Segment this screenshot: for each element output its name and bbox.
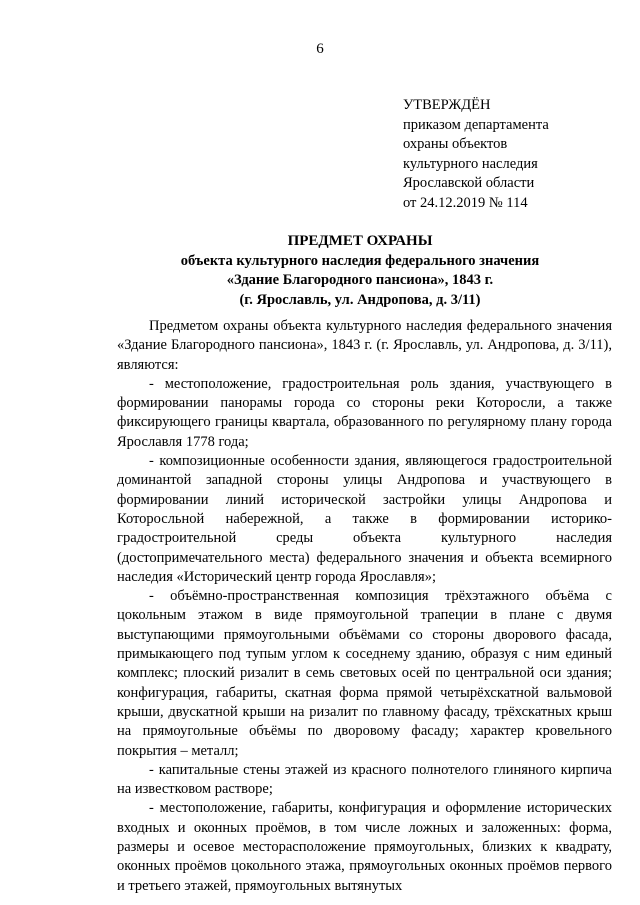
list-item: - местоположение, градостроительная роль здания, участвующего в формировании панорамы города со стороны реки Которосли, а также фиксирующего границы квартала, образованного по регулярному плану города Ярославля 1778 года; xyxy=(117,375,612,450)
list-item: - композиционные особенности здания, являющегося градостроительной доминантой западной стороны улицы Андропова и участвующего в формировании линий исторической застройки улицы Андропова и Которосльной набережной, а также в формировании историко-градостроительной среды объекта культурного наследия (достопримечательного места) федерального значения и объекта всемирного наследия «Исторический центр города Ярославля»; xyxy=(117,453,612,585)
approval-line: культурного наследия xyxy=(403,155,538,172)
title-subtitle-line: «Здание Благородного пансиона», 1843 г. xyxy=(226,272,494,288)
approval-line: от 24.12.2019 № 114 xyxy=(403,194,528,211)
approval-line: УТВЕРЖДЁН xyxy=(403,97,491,113)
approval-line: приказом департамента xyxy=(403,116,549,133)
intro-paragraph: Предметом охраны объекта культурного наследия федерального значения «Здание Благородного пансиона», 1843 г. (г. Ярославль, ул. Андропова, д. 3/11), являются: xyxy=(117,318,612,373)
document-body xyxy=(117,317,612,896)
list-item: - капитальные стены этажей из красного полнотелого глиняного кирпича на известковом растворе; xyxy=(117,761,612,798)
approval-line: Ярославской области xyxy=(403,175,535,191)
list-item: - местоположение, габариты, конфигурация и оформление исторических входных и оконных проёмов, в том числе ложных и заложенных: форма, размеры и осевое месторасположение прямоугольных, близких к квадрату, оконных проёмов цокольного этажа, прямоугольных оконных проёмов первого и третьего этажей, прямоугольных вытянутых xyxy=(117,800,612,894)
approval-stamp xyxy=(403,96,623,213)
title-subtitle-line: (г. Ярославль, ул. Андропова, д. 3/11) xyxy=(239,291,481,308)
document-title xyxy=(100,232,620,310)
title-subtitle-line: объекта культурного наследия федерального значения xyxy=(180,252,540,269)
title-main: ПРЕДМЕТ ОХРАНЫ xyxy=(287,233,433,249)
page-number: 6 xyxy=(316,41,324,57)
list-item: - объёмно-пространственная композиция трёхэтажного объёма с цокольным этажом в виде прямоугольной трапеции в плане с двумя выступающими прямоугольными объёмами со стороны дворового фасада, примыкающего под тупым углом к соседнему зданию, образуя с ним единый комплекс; плоский ризалит в семь световых осей по центральной оси здания; конфигурация, габариты, скатная форма прямой четырёхскатной вальмовой крыши, двускатной крыши на ризалит по главному фасаду, трёхскатных крыш на прямоугольные объёмы по дворовому фасаду; характер кровельного покрытия – металл; xyxy=(117,588,612,759)
approval-line: охраны объектов xyxy=(403,136,508,152)
